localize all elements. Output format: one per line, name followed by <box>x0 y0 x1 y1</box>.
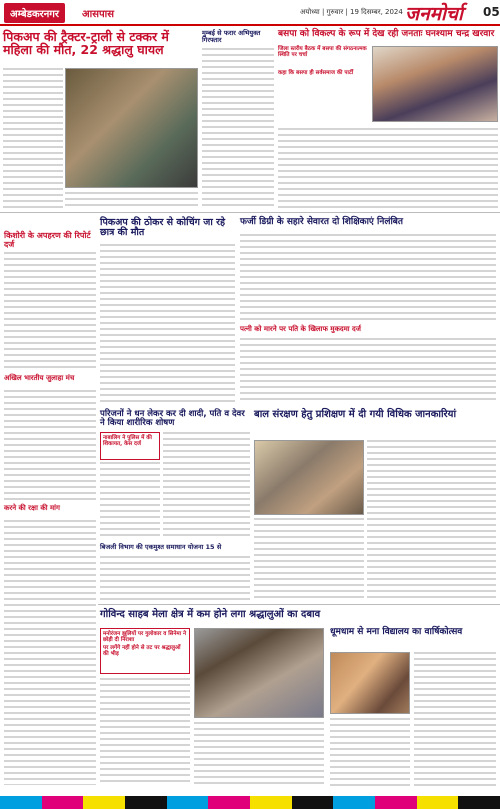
body-s6 <box>240 234 496 324</box>
page-number: 05 <box>483 5 500 19</box>
body-s5 <box>100 244 235 404</box>
photo-s17 <box>330 652 410 714</box>
body-s16b <box>194 722 324 786</box>
body-s7 <box>240 338 496 404</box>
headline-s16: गोविन्द साहब मेला क्षेत्र में कम होने लगा श्रद्धालुओं का दबाव <box>100 609 321 620</box>
headline-s7: पत्नी को मारने पर पति के खिलाफ मुकदमा दर्ज <box>240 325 361 333</box>
headline-s12: बिजली विभाग की एकमुश्त समाधान योजना 15 से <box>100 543 222 551</box>
subsection-label: आसपास <box>82 9 115 20</box>
body-s16a <box>100 678 190 786</box>
kicker-s11: नाबालिग ने पुलिस में की शिकायत, केस दर्ज <box>103 435 152 448</box>
body-s12 <box>100 556 250 600</box>
page-header <box>0 0 500 26</box>
body-s2 <box>278 128 498 208</box>
masthead: जनमोर्चा <box>405 3 463 25</box>
body-s4 <box>4 252 96 372</box>
kicker-s16a: मनोरंजन झूलियों पर गुलोकार व सिनेमा ने छोड़ी दी निराशा <box>103 631 187 644</box>
headline-s4: किशोरी के अपहरण की रिपोर्ट दर्ज <box>4 231 91 249</box>
divider-2 <box>98 604 500 605</box>
headline-s1: पिकअप की ट्रैक्टर-ट्राली से टक्कर में महिला की मौत, 22 श्रद्धालु घायल <box>3 29 169 58</box>
body-s3 <box>202 48 274 208</box>
headline-s2: बसपा को विकल्प के रूप में देख रही जनताः घनश्याम चन्द्र खरवार <box>278 29 495 39</box>
body-s11b <box>100 462 160 540</box>
color-registration-bar <box>0 796 500 809</box>
headline-s6: फर्जी डिग्री के सहारे सेवारत दो शिक्षिकाएं निलंबित <box>240 217 404 227</box>
kicker-s16b: पर लगेंगे नहीं होने से तट पर श्रद्धालुओं की भीड़ <box>103 645 181 658</box>
divider-1 <box>0 212 500 213</box>
headline-s18: करने की रक्षा की मांग <box>4 504 60 512</box>
body-s11 <box>163 432 250 540</box>
headline-s17: धूमधाम से मना विद्यालय का वार्षिकोत्सव <box>330 627 463 637</box>
headline-s11: परिजनों ने धन लेकर कर दी शादी, पति व देवर ने किया शारीरिक शोषण <box>100 409 245 428</box>
headline-s5: पिकअप की ठोकर से कोचिंग जा रहे छात्र की मौत <box>100 217 226 238</box>
date-line: अयोध्या | गुरुवार | 19 दिसम्बर, 2024 <box>300 8 403 16</box>
body-s18 <box>4 520 96 785</box>
kicker-s2: जिला स्तरीय बैठक में बसपा की संगठनात्मक स्थिति पर चर्चा <box>278 46 367 59</box>
body-s17a <box>414 652 496 786</box>
body-s13 <box>367 440 496 600</box>
photo-s13 <box>254 440 364 515</box>
kicker-s2b: कहा कि बसपा ही सर्वसमाज की पार्टी <box>278 70 354 76</box>
photo-s1 <box>65 68 198 188</box>
kicker-box-s16 <box>100 628 190 674</box>
headline-s3: मुम्बई से फरार अभियुक्त गिरफ्तार <box>202 29 261 45</box>
body-s1b <box>65 192 198 208</box>
photo-s16 <box>194 628 324 718</box>
section-label: अम्बेडकरनगर <box>4 3 65 23</box>
body-s1a <box>3 68 63 208</box>
headline-s15: अखिल भारतीय जुलाहा मंच <box>4 374 75 382</box>
body-s15 <box>4 390 96 500</box>
photo-s2 <box>372 46 498 122</box>
body-s17b <box>330 718 410 786</box>
kicker-box-s11 <box>100 432 160 460</box>
headline-s13: बाल संरक्षण हेतु प्रशिक्षण में दी गयी विधिक जानकारियां <box>254 409 457 420</box>
body-s13b <box>254 518 364 600</box>
